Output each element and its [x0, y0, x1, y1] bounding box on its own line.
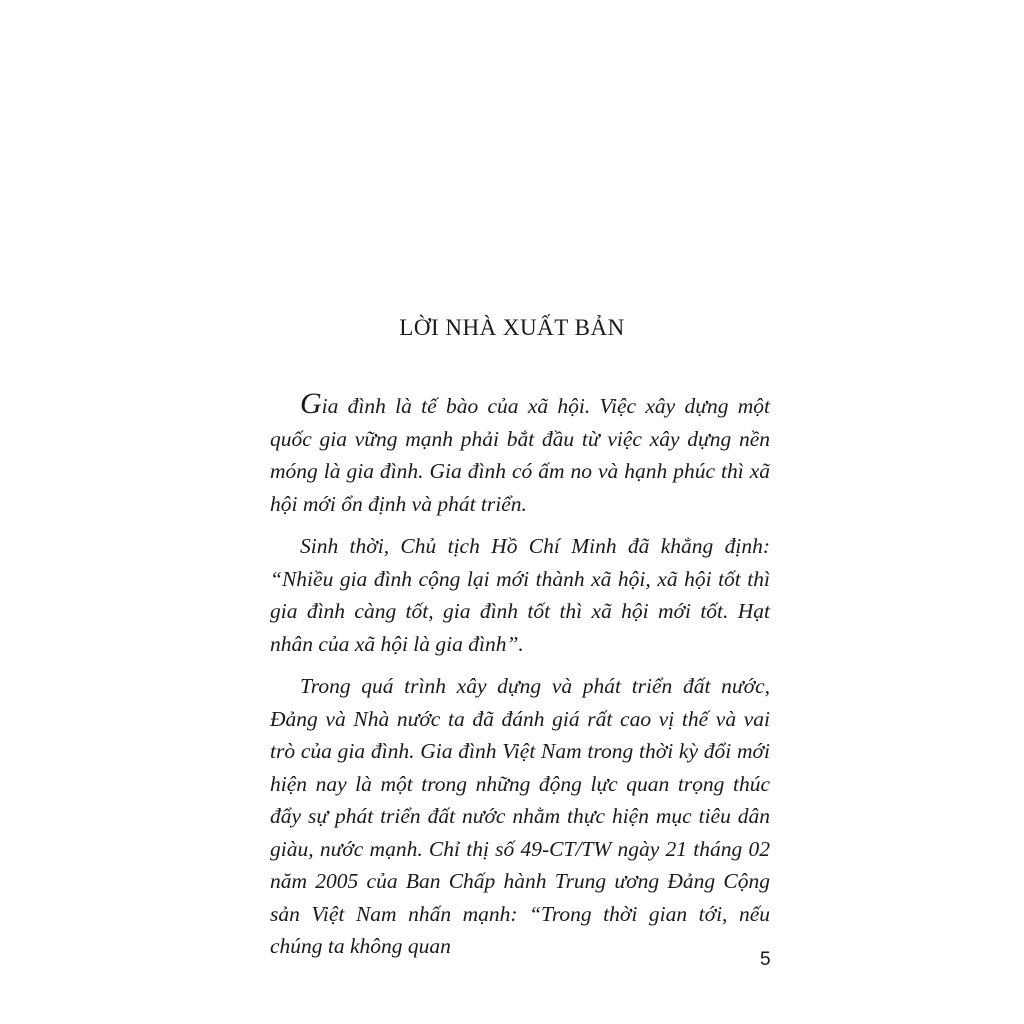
paragraph-1	[270, 387, 770, 520]
paragraph-1-text: ia đình là tế bào của xã hội. Việc xây dựng một quốc gia vững mạnh phải bắt đầu từ việc xây dựng nền móng là gia đình. Gia đình có ấm no và hạnh phúc thì xã hội mới ổn định và phát triển.	[270, 394, 770, 516]
page-number: 5	[760, 949, 771, 970]
paragraph-3: Trong quá trình xây dựng và phát triển đất nước, Đảng và Nhà nước ta đã đánh giá rất cao vị thế và vai trò của gia đình. Gia đình Việt Nam trong thời kỳ đổi mới hiện nay là một trong những động lực quan trọng thúc đẩy sự phát triển đất nước nhằm thực hiện mục tiêu dân giàu, nước mạnh. Chỉ thị số 49-CT/TW ngày 21 tháng 02 năm 2005 của Ban Chấp hành Trung ương Đảng Cộng sản Việt Nam nhấn mạnh: “Trong thời gian tới, nếu chúng ta không quan	[270, 674, 770, 958]
drop-cap: G	[300, 387, 322, 420]
paragraph-2: Sinh thời, Chủ tịch Hồ Chí Minh đã khẳng định: “Nhiều gia đình cộng lại mới thành xã hội, xã hội tốt thì gia đình càng tốt, gia đình tốt thì xã hội mới tốt. Hạt nhân của xã hội là gia đình”.	[270, 534, 770, 656]
page-title: LỜI NHÀ XUẤT BẢN	[399, 315, 625, 340]
body-text	[270, 387, 770, 973]
